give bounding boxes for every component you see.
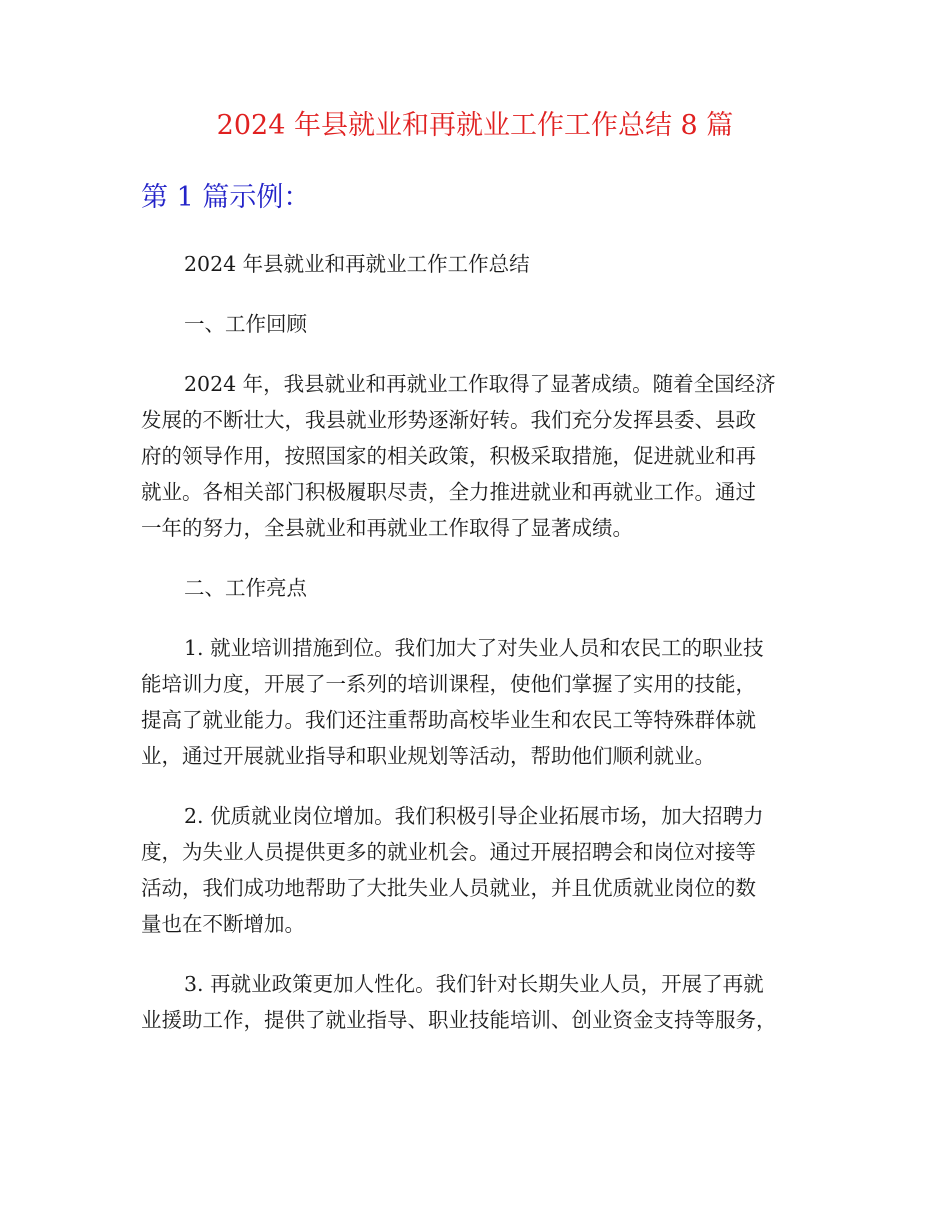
section-heading: 第 1 篇示例： (141, 182, 311, 213)
document-title: 2024 年县就业和再就业工作工作总结 8 篇 (216, 110, 734, 141)
paragraph-line: 2024 年，我县就业和再就业工作取得了显著成绩。随着全国经济 (184, 372, 776, 396)
paragraph (141, 798, 841, 942)
paragraph-line: 能培训力度，开展了一系列的培训课程，使他们掌握了实用的技能， (141, 672, 756, 696)
paragraph-line: 府的领导作用，按照国家的相关政策，积极采取措施，促进就业和再 (141, 444, 756, 468)
paragraph (141, 246, 841, 282)
paragraph-line: 提高了就业能力。我们还注重帮助高校毕业生和农民工等特殊群体就 (141, 708, 756, 732)
paragraph-line: 2024 年县就业和再就业工作工作总结 (184, 252, 530, 276)
paragraph (141, 366, 841, 546)
paragraph (141, 966, 841, 1038)
paragraph-line: 度，为失业人员提供更多的就业机会。通过开展招聘会和岗位对接等 (141, 840, 756, 864)
paragraph (141, 570, 841, 606)
paragraph-line: 1. 就业培训措施到位。我们加大了对失业人员和农民工的职业技 (184, 636, 764, 660)
paragraph-line: 发展的不断壮大，我县就业形势逐渐好转。我们充分发挥县委、县政 (141, 408, 756, 432)
document-body (141, 246, 841, 1062)
paragraph-line: 一年的努力，全县就业和再就业工作取得了显著成绩。 (141, 516, 633, 540)
paragraph (141, 630, 841, 774)
paragraph-line: 量也在不断增加。 (141, 912, 305, 936)
paragraph-line: 2. 优质就业岗位增加。我们积极引导企业拓展市场，加大招聘力 (184, 804, 764, 828)
paragraph (141, 306, 841, 342)
paragraph-line: 一、工作回顾 (184, 312, 307, 336)
paragraph-line: 业，通过开展就业指导和职业规划等活动，帮助他们顺利就业。 (141, 744, 715, 768)
paragraph-line: 业援助工作，提供了就业指导、职业技能培训、创业资金支持等服务， (141, 1008, 777, 1032)
paragraph-line: 活动，我们成功地帮助了大批失业人员就业，并且优质就业岗位的数 (141, 876, 756, 900)
paragraph-line: 二、工作亮点 (184, 576, 307, 600)
paragraph-line: 3. 再就业政策更加人性化。我们针对长期失业人员，开展了再就 (184, 972, 764, 996)
paragraph-line: 就业。各相关部门积极履职尽责，全力推进就业和再就业工作。通过 (141, 480, 756, 504)
